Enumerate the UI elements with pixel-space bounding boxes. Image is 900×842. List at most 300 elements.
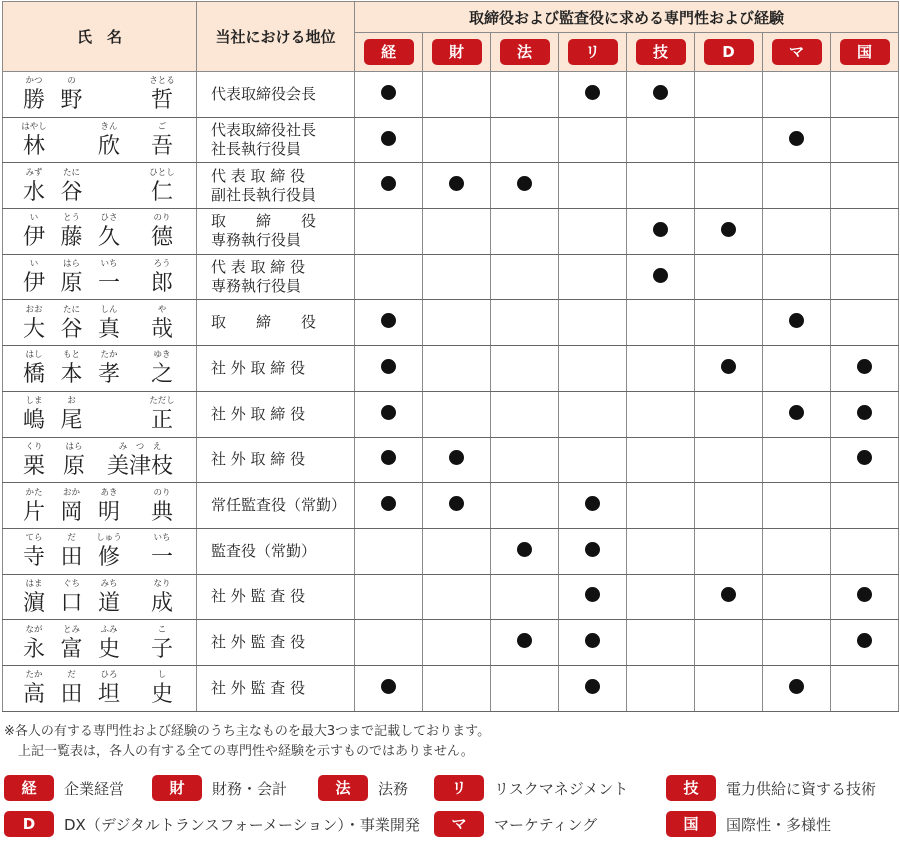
skill-cell <box>695 117 763 163</box>
skill-dot-icon <box>381 359 396 374</box>
table-row <box>3 620 899 666</box>
skill-dot-icon <box>653 85 668 100</box>
member-position <box>197 620 355 666</box>
name-ruby: とみ <box>62 624 81 635</box>
name-ruby: ふみ <box>100 624 118 635</box>
name-char: 野 の <box>60 76 83 114</box>
name-ruby: てら <box>25 533 43 544</box>
skill-cell <box>763 209 831 255</box>
name-char: 田 だ <box>60 533 83 571</box>
skill-cell <box>491 163 559 209</box>
name-ruby: ひさ <box>100 213 118 224</box>
member-position <box>197 528 355 574</box>
skill-cell <box>763 346 831 392</box>
skill-dot-icon <box>585 679 600 694</box>
skill-cell <box>559 117 627 163</box>
table-row <box>3 72 899 118</box>
name-char: 吾 ご <box>150 122 173 160</box>
name-char: 永 なが <box>23 624 46 662</box>
skill-cell <box>627 483 695 529</box>
skill-cell <box>491 437 559 483</box>
name-ruby: のり <box>153 213 171 224</box>
member-position <box>197 346 355 392</box>
skill-cell <box>491 620 559 666</box>
skill-cell <box>695 391 763 437</box>
member-name <box>3 437 197 483</box>
member-name <box>3 528 197 574</box>
skill-cell <box>695 300 763 346</box>
name-ruby: しゅう <box>96 533 122 544</box>
skills-matrix-table <box>2 1 899 712</box>
position-line: 監査役（常勤） <box>211 541 317 560</box>
skill-cell <box>423 391 491 437</box>
name-char: 哉 や <box>150 304 173 342</box>
skill-cell <box>423 574 491 620</box>
name-char: 林 はやし <box>21 122 47 160</box>
skill-cell <box>763 620 831 666</box>
skill-dot-icon <box>721 359 736 374</box>
legend-label: マーケティング <box>494 815 598 834</box>
table-row <box>3 665 899 711</box>
skill-dot-icon <box>653 268 668 283</box>
skill-cell <box>559 346 627 392</box>
name-char: 德 のり <box>150 213 173 251</box>
member-name <box>3 483 197 529</box>
skill-dot-icon <box>857 633 872 648</box>
skill-dot-icon <box>585 496 600 511</box>
skill-cell <box>491 209 559 255</box>
member-name <box>3 163 197 209</box>
name-ruby: い <box>29 259 39 270</box>
skill-cell <box>831 163 899 209</box>
position-line: 社 外 監 査 役 <box>211 587 306 606</box>
skill-cell <box>831 300 899 346</box>
name-ruby: くり <box>25 441 43 452</box>
skill-cell <box>355 528 423 574</box>
skill-cell <box>355 665 423 711</box>
skill-cell <box>627 437 695 483</box>
skill-cell <box>423 300 491 346</box>
position-line: 社 外 取 締 役 <box>211 450 306 469</box>
skill-cell <box>627 574 695 620</box>
skill-cell <box>627 620 695 666</box>
name-ruby: かつ <box>25 76 43 87</box>
skill-cell <box>423 346 491 392</box>
skill-dot-icon <box>721 222 736 237</box>
legend-item <box>434 775 628 801</box>
skill-cell <box>491 665 559 711</box>
skill-cell <box>423 254 491 300</box>
skill-cell <box>355 620 423 666</box>
table-row <box>3 117 899 163</box>
name-ruby: いち <box>100 259 118 270</box>
skill-dot-icon <box>517 542 532 557</box>
skill-cell <box>355 391 423 437</box>
table-row <box>3 163 899 209</box>
member-name <box>3 620 197 666</box>
member-name <box>3 391 197 437</box>
name-char: 史 し <box>150 670 173 708</box>
skill-dot-icon <box>585 633 600 648</box>
skill-cell <box>559 254 627 300</box>
name-ruby: なり <box>153 578 171 589</box>
name-ruby: のり <box>153 487 171 498</box>
name-char: 尾 お <box>60 396 83 434</box>
category-badge: 技 <box>636 39 686 65</box>
name-char: 片 かた <box>23 487 46 525</box>
position-line: 代表取締役会長 <box>211 84 317 103</box>
category-badge: リ <box>568 39 618 65</box>
member-position <box>197 117 355 163</box>
skill-cell <box>355 574 423 620</box>
legend-item <box>318 775 408 801</box>
table-row <box>3 254 899 300</box>
name-ruby: だ <box>67 533 76 544</box>
name-ruby: ただし <box>149 396 175 407</box>
position-line: 専務執行役員 <box>211 277 302 296</box>
category-header <box>695 33 763 72</box>
skill-cell <box>355 300 423 346</box>
skill-cell <box>831 483 899 529</box>
skill-cell <box>695 665 763 711</box>
name-ruby: もと <box>62 350 81 361</box>
legend-label: 国際性・多様性 <box>726 815 832 834</box>
skill-cell <box>763 391 831 437</box>
skill-cell <box>491 574 559 620</box>
name-ruby: おお <box>25 304 43 315</box>
name-char: 一 いち <box>98 259 121 297</box>
skill-dot-icon <box>381 450 396 465</box>
member-position <box>197 574 355 620</box>
legend-item <box>434 811 597 837</box>
member-position <box>197 254 355 300</box>
name-char: 修 しゅう <box>96 533 122 571</box>
skill-dot-icon <box>789 679 804 694</box>
legend-label: リスクマネジメント <box>494 779 629 798</box>
member-position <box>197 209 355 255</box>
name-ruby: きん <box>100 122 118 133</box>
name-char: 田 だ <box>60 670 83 708</box>
table-row <box>3 346 899 392</box>
skill-cell <box>627 346 695 392</box>
name-ruby: なが <box>25 624 43 635</box>
name-ruby: はら <box>65 441 83 452</box>
name-ruby: たに <box>62 167 81 178</box>
skill-cell <box>423 163 491 209</box>
skill-cell <box>831 254 899 300</box>
name-char: 本 もと <box>60 350 83 388</box>
skill-cell <box>831 620 899 666</box>
skill-cell <box>695 346 763 392</box>
member-position <box>197 72 355 118</box>
skill-dot-icon <box>789 313 804 328</box>
skill-cell <box>491 117 559 163</box>
skill-cell <box>559 483 627 529</box>
category-badge: 法 <box>500 39 550 65</box>
member-name <box>3 574 197 620</box>
skill-cell <box>695 209 763 255</box>
skill-dot-icon <box>381 131 396 146</box>
skill-cell <box>627 300 695 346</box>
name-char: 孝 たか <box>98 350 121 388</box>
name-char: 一 いち <box>150 533 173 571</box>
name-ruby: こ <box>157 624 167 635</box>
member-name <box>3 346 197 392</box>
position-line: 常任監査役（常勤） <box>211 496 347 515</box>
skill-cell <box>831 209 899 255</box>
name-char: 水 みず <box>23 167 46 205</box>
skill-dot-icon <box>789 405 804 420</box>
member-name <box>3 254 197 300</box>
name-char: 欣 きん <box>98 122 121 160</box>
name-char: 寺 てら <box>23 533 46 571</box>
name-ruby: ゆき <box>153 350 171 361</box>
skill-cell <box>831 391 899 437</box>
name-char: 原 はら <box>60 259 83 297</box>
skill-cell <box>763 163 831 209</box>
name-char: 富 とみ <box>60 624 83 662</box>
skill-cell <box>695 528 763 574</box>
skill-cell <box>491 483 559 529</box>
skill-cell <box>491 346 559 392</box>
name-char: 坦 ひろ <box>98 670 121 708</box>
legend-item <box>4 775 124 801</box>
skill-cell <box>763 483 831 529</box>
skill-dot-icon <box>517 176 532 191</box>
member-name <box>3 209 197 255</box>
name-char: 真 しん <box>98 304 121 342</box>
name-ruby: だ <box>67 670 76 681</box>
name-char: 明 あき <box>98 487 121 525</box>
position-line: 取 締 役 <box>211 212 317 231</box>
name-ruby: はら <box>62 259 81 270</box>
name-ruby: はやし <box>21 122 47 133</box>
name-ruby: み つ え <box>118 441 162 452</box>
note-line-1: ※各人の有する専門性および経験のうち主なものを最大3つまで記載しております。 <box>4 724 491 739</box>
name-char: 哲 さとる <box>149 76 175 114</box>
name-char: 子 こ <box>150 624 173 662</box>
skill-cell <box>831 574 899 620</box>
skill-dot-icon <box>721 587 736 602</box>
category-badge: D <box>704 39 754 65</box>
skill-cell <box>627 254 695 300</box>
name-ruby: しま <box>25 396 43 407</box>
skill-cell <box>763 254 831 300</box>
legend-badge: 国 <box>666 811 716 837</box>
category-header <box>355 33 423 72</box>
skill-cell <box>695 620 763 666</box>
skill-cell <box>831 346 899 392</box>
skill-cell <box>627 665 695 711</box>
skill-dot-icon <box>381 85 396 100</box>
name-ruby: ひとし <box>149 167 175 178</box>
skill-cell <box>627 391 695 437</box>
name-char: 伊 い <box>23 213 46 251</box>
name-char: 仁 ひとし <box>149 167 175 205</box>
skill-cell <box>355 117 423 163</box>
position-line: 代 表 取 締 役 <box>211 166 306 185</box>
name-char: 栗 くり <box>23 441 46 479</box>
name-ruby: みち <box>100 578 118 589</box>
name-ruby: さとる <box>149 76 175 87</box>
skill-cell <box>831 528 899 574</box>
skill-dot-icon <box>585 85 600 100</box>
name-char: 濵 はま <box>23 578 46 616</box>
skill-cell <box>627 117 695 163</box>
skill-dot-icon <box>857 359 872 374</box>
skill-dot-icon <box>653 222 668 237</box>
skill-cell <box>559 665 627 711</box>
table-row <box>3 574 899 620</box>
legend-label: 電力供給に資する技術 <box>726 779 877 798</box>
legend-label: 法務 <box>378 779 409 798</box>
skill-dot-icon <box>381 496 396 511</box>
skill-dot-icon <box>381 405 396 420</box>
name-char: 之 ゆき <box>150 350 173 388</box>
name-ruby: たに <box>62 304 81 315</box>
skill-cell <box>559 437 627 483</box>
skill-cell <box>559 391 627 437</box>
skill-cell <box>627 209 695 255</box>
category-badge: マ <box>772 39 822 65</box>
name-ruby: かた <box>25 487 43 498</box>
member-position <box>197 483 355 529</box>
skill-cell <box>491 72 559 118</box>
skill-cell <box>559 620 627 666</box>
skill-cell <box>627 72 695 118</box>
name-char: 嶋 しま <box>23 396 46 434</box>
category-badge: 国 <box>840 39 890 65</box>
category-header <box>423 33 491 72</box>
legend-badge: マ <box>434 811 484 837</box>
name-ruby: お <box>67 396 76 407</box>
position-line: 取 締 役 <box>211 313 317 332</box>
legend-badge: 財 <box>152 775 202 801</box>
skill-cell <box>763 437 831 483</box>
name-char: 大 おお <box>23 304 46 342</box>
skill-cell <box>763 528 831 574</box>
name-ruby: たか <box>100 350 118 361</box>
name-char: 谷 たに <box>60 167 83 205</box>
skill-dot-icon <box>857 405 872 420</box>
skill-dot-icon <box>857 450 872 465</box>
skill-cell <box>695 72 763 118</box>
position-line: 代 表 取 締 役 <box>211 258 306 277</box>
name-char: 口 ぐち <box>60 578 83 616</box>
skill-dot-icon <box>449 450 464 465</box>
skill-cell <box>763 574 831 620</box>
name-ruby: ひろ <box>100 670 118 681</box>
legend-badge: 経 <box>4 775 54 801</box>
header-position: 当社における地位 <box>197 2 355 72</box>
category-badge: 経 <box>364 39 414 65</box>
name-char: 史 ふみ <box>98 624 121 662</box>
name-ruby: たか <box>25 670 43 681</box>
skill-dot-icon <box>381 313 396 328</box>
name-char: 久 ひさ <box>98 213 121 251</box>
name-char: 成 なり <box>150 578 173 616</box>
skill-dot-icon <box>585 587 600 602</box>
legend-item <box>666 811 831 837</box>
table-row <box>3 483 899 529</box>
skill-dot-icon <box>789 131 804 146</box>
member-name <box>3 117 197 163</box>
name-char: 原 はら <box>63 441 86 479</box>
skill-dot-icon <box>517 633 532 648</box>
skill-cell <box>763 72 831 118</box>
name-ruby: みず <box>25 167 43 178</box>
skill-cell <box>423 437 491 483</box>
name-ruby: し <box>157 670 167 681</box>
skill-cell <box>695 483 763 529</box>
legend-badge: リ <box>434 775 484 801</box>
legend-badge: 法 <box>318 775 368 801</box>
name-char: 岡 おか <box>60 487 83 525</box>
header-skill-group: 取締役および監査役に求める専門性および経験 <box>355 2 899 33</box>
skill-dot-icon <box>381 679 396 694</box>
skill-cell <box>559 72 627 118</box>
skill-cell <box>355 209 423 255</box>
skill-cell <box>559 209 627 255</box>
name-ruby: の <box>67 76 76 87</box>
name-ruby: はし <box>25 350 43 361</box>
name-char: 典 のり <box>150 487 173 525</box>
name-char: 道 みち <box>98 578 121 616</box>
skill-cell <box>831 437 899 483</box>
skill-cell <box>695 574 763 620</box>
category-header <box>763 33 831 72</box>
name-char: 勝 かつ <box>23 76 46 114</box>
name-ruby: ろう <box>153 259 171 270</box>
name-ruby: ご <box>157 122 167 133</box>
skill-cell <box>763 117 831 163</box>
legend-label: 財務・会計 <box>212 779 288 798</box>
skill-cell <box>423 483 491 529</box>
skill-cell <box>423 620 491 666</box>
category-header <box>627 33 695 72</box>
name-char: 谷 たに <box>60 304 83 342</box>
position-line: 社長執行役員 <box>211 140 302 159</box>
skill-dot-icon <box>449 176 464 191</box>
skill-cell <box>831 72 899 118</box>
table-row <box>3 300 899 346</box>
member-position <box>197 163 355 209</box>
name-ruby: はま <box>25 578 43 589</box>
skill-dot-icon <box>381 176 396 191</box>
legend-label: 企業経営 <box>64 779 125 798</box>
position-line: 社 外 取 締 役 <box>211 404 306 423</box>
legend-badge: D <box>4 811 54 837</box>
skill-cell <box>695 437 763 483</box>
skill-cell <box>355 437 423 483</box>
table-row <box>3 209 899 255</box>
skill-cell <box>423 528 491 574</box>
skill-dot-icon <box>585 542 600 557</box>
skill-cell <box>559 528 627 574</box>
name-char: 郎 ろう <box>150 259 173 297</box>
skill-cell <box>355 346 423 392</box>
legend-badge: 技 <box>666 775 716 801</box>
skill-cell <box>627 163 695 209</box>
skill-cell <box>831 665 899 711</box>
name-char: 正 ただし <box>149 396 175 434</box>
name-char: 美津枝 み つ え <box>106 441 173 479</box>
note-line-2: 上記一覧表は，各人の有する全ての専門性や経験を示すものではありません。 <box>18 744 474 759</box>
position-line: 代表取締役社長 <box>211 121 317 140</box>
skill-cell <box>355 72 423 118</box>
skill-cell <box>831 117 899 163</box>
legend-item <box>666 775 876 801</box>
